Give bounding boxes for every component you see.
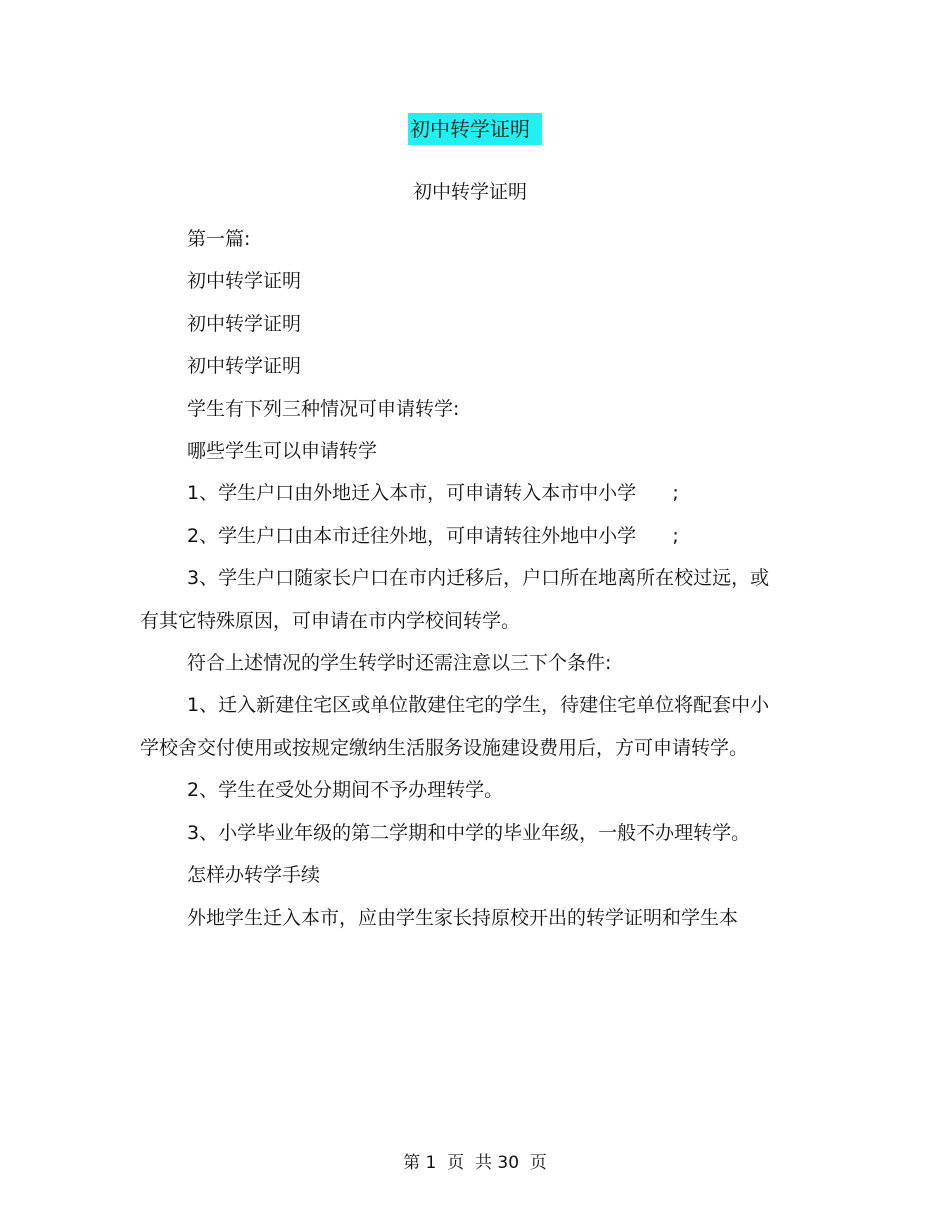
- paragraph: 第一篇:: [187, 228, 251, 250]
- paragraph: 1、学生户口由外地迁入本市，可申请转入本市中小学 ;: [187, 482, 679, 505]
- paragraph: 初中转学证明: [187, 355, 302, 378]
- paragraph: 学生有下列三种情况可申请转学:: [187, 397, 460, 420]
- page-footer: 第 1 页 共 30 页: [403, 1153, 547, 1173]
- paragraph: 初中转学证明: [187, 312, 302, 335]
- document-body: [140, 218, 780, 939]
- paragraph: 初中转学证明: [187, 270, 302, 293]
- paragraph: 怎样办转学手续: [187, 864, 321, 887]
- paragraph: 哪些学生可以申请转学: [187, 440, 378, 463]
- paragraph: 3、学生户口随家长户口在市内迁移后，户口所在地离所在校过远，或有其它特殊原因，可申请在市内学校间转学。: [140, 567, 770, 632]
- paragraph: 符合上述情况的学生转学时还需注意以三下个条件:: [187, 652, 612, 675]
- paragraph: 2、学生户口由本市迁往外地，可申请转往外地中小学 ;: [187, 524, 679, 547]
- paragraph: 1、迁入新建住宅区或单位散建住宅的学生，待建住宅单位将配套中小学校舍交付使用或按规定缴纳生活服务设施建设费用后，方可申请转学。: [140, 694, 770, 759]
- document-title: 初中转学证明: [408, 113, 542, 145]
- paragraph: 3、小学毕业年级的第二学期和中学的毕业年级，一般不办理转学。: [187, 821, 751, 844]
- paragraph: 外地学生迁入本市，应由学生家长持原校开出的转学证明和学生本: [187, 906, 739, 929]
- title-container: [0, 113, 950, 145]
- document-subtitle: 初中转学证明: [412, 181, 527, 203]
- paragraph: 2、学生在受处分期间不予办理转学。: [187, 779, 504, 802]
